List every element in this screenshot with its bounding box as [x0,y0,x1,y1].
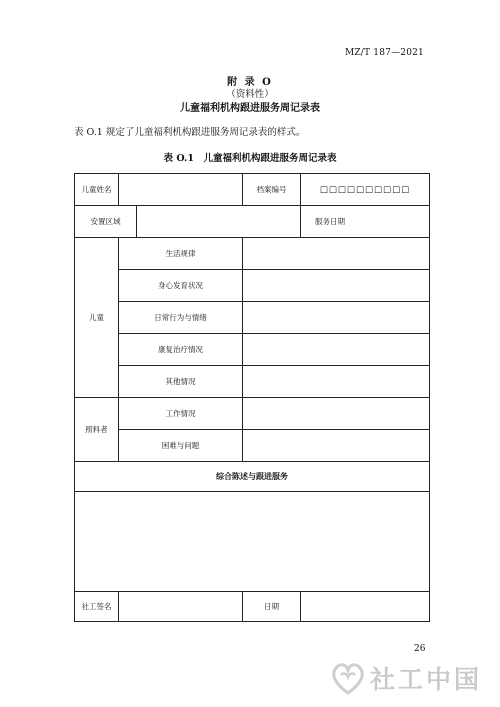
child-item-label: 生活规律 [119,238,243,270]
watermark-logo [328,656,488,700]
heart-hands-icon [328,658,368,698]
page-number: 26 [414,644,426,654]
summary-field[interactable] [75,492,430,592]
social-worker-sign-field[interactable] [119,592,243,622]
placement-area-field[interactable] [137,206,301,238]
caregiver-item-field[interactable] [243,398,430,430]
caregiver-item-label: 困难与问题 [119,430,243,462]
watermark-text: 社工中国 [370,665,483,694]
intro-paragraph: 表 O.1 规定了儿童福利机构跟进服务周记录表的样式。 [74,127,306,138]
child-item-field[interactable] [243,270,430,302]
caregiver-item-label: 工作情况 [119,398,243,430]
social-worker-sign-label: 社工签名 [75,592,119,622]
child-item-field[interactable] [243,366,430,398]
archive-no-label: 档案编号 [243,174,301,206]
placement-area-label: 安置区域 [75,206,137,238]
child-item-label: 其他情况 [119,366,243,398]
summary-header: 综合陈述与跟进服务 [75,462,430,492]
appendix-label: 附 录 O [227,77,273,88]
standard-code: MZ/T 187—2021 [344,48,424,58]
appendix-nature: （资料性） [226,89,274,100]
caregiver-item-field[interactable] [243,430,430,462]
record-form-table [74,173,430,622]
archive-no-boxes[interactable]: □□□□□□□□□□ [301,174,430,206]
appendix-title: 儿童福利机构跟进服务周记录表 [180,103,320,114]
child-item-label: 日常行为与情绪 [119,302,243,334]
child-name-label: 儿童姓名 [75,174,119,206]
date-field[interactable] [301,592,430,622]
service-date-cell[interactable] [301,206,430,238]
child-item-field[interactable] [243,334,430,366]
caregiver-group-label: 照料者 [75,398,119,462]
child-item-label: 身心发育状况 [119,270,243,302]
table-caption: 表 O.1 儿童福利机构跟进服务周记录表 [163,153,337,164]
child-group-label: 儿童 [75,238,119,398]
child-item-field[interactable] [243,238,430,270]
date-label: 日期 [243,592,301,622]
child-item-label: 康复治疗情况 [119,334,243,366]
child-name-field[interactable] [119,174,243,206]
service-date-label: 服务日期 [315,217,345,226]
child-item-field[interactable] [243,302,430,334]
